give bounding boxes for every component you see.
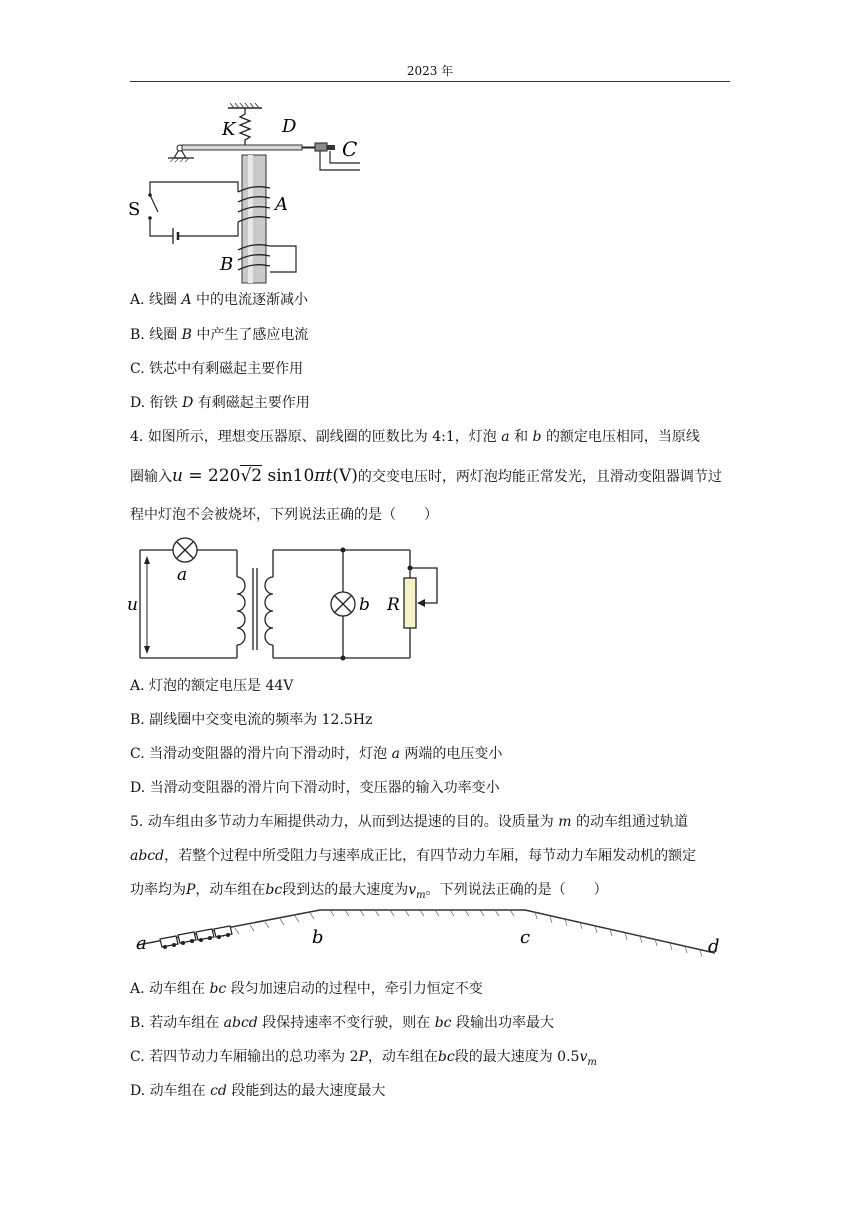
label-b: b xyxy=(359,595,370,615)
header-rule xyxy=(130,81,730,82)
page-header: 2023 年 xyxy=(406,64,454,78)
q5-option-d: D. 动车组在 cd 段能到达的最大速度最大 xyxy=(130,1083,386,1099)
label-C: C xyxy=(342,137,358,161)
track-hatch xyxy=(190,910,702,957)
train-icon xyxy=(160,926,232,947)
label-A: A xyxy=(275,194,288,215)
q4-stem-line3: 程中灯泡不会被烧坏，下列说法正确的是（ ） xyxy=(130,507,438,523)
q5-stem-line3: 功率均为P，动车组在bc段到达的最大速度为$v_m$。下列说法正确的是（ ） xyxy=(130,882,608,901)
q5-option-b: B. 若动车组在 abcd 段保持速率不变行驶，则在 bc 段输出功率最大 xyxy=(130,1015,554,1031)
q4-stem-line1: 4. 如图所示，理想变压器原、副线圈的匝数比为 4:1，灯泡 a 和 b 的额定电压相同，当原线 xyxy=(130,429,700,445)
track-figure xyxy=(130,905,730,967)
relay-figure xyxy=(130,100,370,285)
q4-option-c: C. 当滑动变阻器的滑片向下滑动时，灯泡 a 两端的电压变小 xyxy=(130,746,503,762)
q5-option-c: C. 若四节动力车厢输出的总功率为 2P，动车组在bc段的最大速度为 $0.5v_m$ xyxy=(130,1049,597,1068)
q4-option-a: A. 灯泡的额定电压是 44V xyxy=(130,678,294,694)
track-label-c: c xyxy=(520,927,531,948)
label-a: a xyxy=(177,565,188,585)
q3-option-a: A. 线圈 A 中的电流逐渐减小 xyxy=(130,292,309,308)
q4-stem-line2: 圈输入u = 220√2 sin10πt(V)的交变电压时，两灯泡均能正常发光，且滑动变阻器调节过 xyxy=(130,466,722,486)
q3-option-b: B. 线圈 B 中产生了感应电流 xyxy=(130,327,309,343)
q5-option-a: A. 动车组在 bc 段匀加速启动的过程中，牵引力恒定不变 xyxy=(130,981,483,997)
q4-option-d: D. 当滑动变阻器的滑片向下滑动时，变压器的输入功率变小 xyxy=(130,780,500,796)
track-label-b: b xyxy=(312,927,324,948)
label-u: u xyxy=(127,595,138,615)
transformer-figure xyxy=(125,540,445,665)
label-S: S xyxy=(128,199,141,220)
q3-option-c: C. 铁芯中有剩磁起主要作用 xyxy=(130,361,304,377)
q3-option-d: D. 衔铁 D 有剩磁起主要作用 xyxy=(130,395,310,411)
track-label-a: a xyxy=(136,933,147,954)
q4-formula: u = 220√2 sin10πt(V) xyxy=(172,466,358,486)
track-label-d: d xyxy=(708,936,720,957)
q5-stem-line2: abcd，若整个过程中所受阻力与速率成正比，有四节动力车厢，每节动力车厢发动机的额定 xyxy=(130,848,697,864)
q5-stem-line1: 5. 动车组由多节动力车厢提供动力，从而到达提速的目的。设质量为 m 的动车组通过轨道 xyxy=(130,814,688,830)
label-K: K xyxy=(222,119,236,140)
label-R: R xyxy=(387,595,400,615)
label-D: D xyxy=(282,116,297,137)
q4-option-b: B. 副线圈中交变电流的频率为 12.5Hz xyxy=(130,712,373,728)
label-B: B xyxy=(220,254,234,275)
